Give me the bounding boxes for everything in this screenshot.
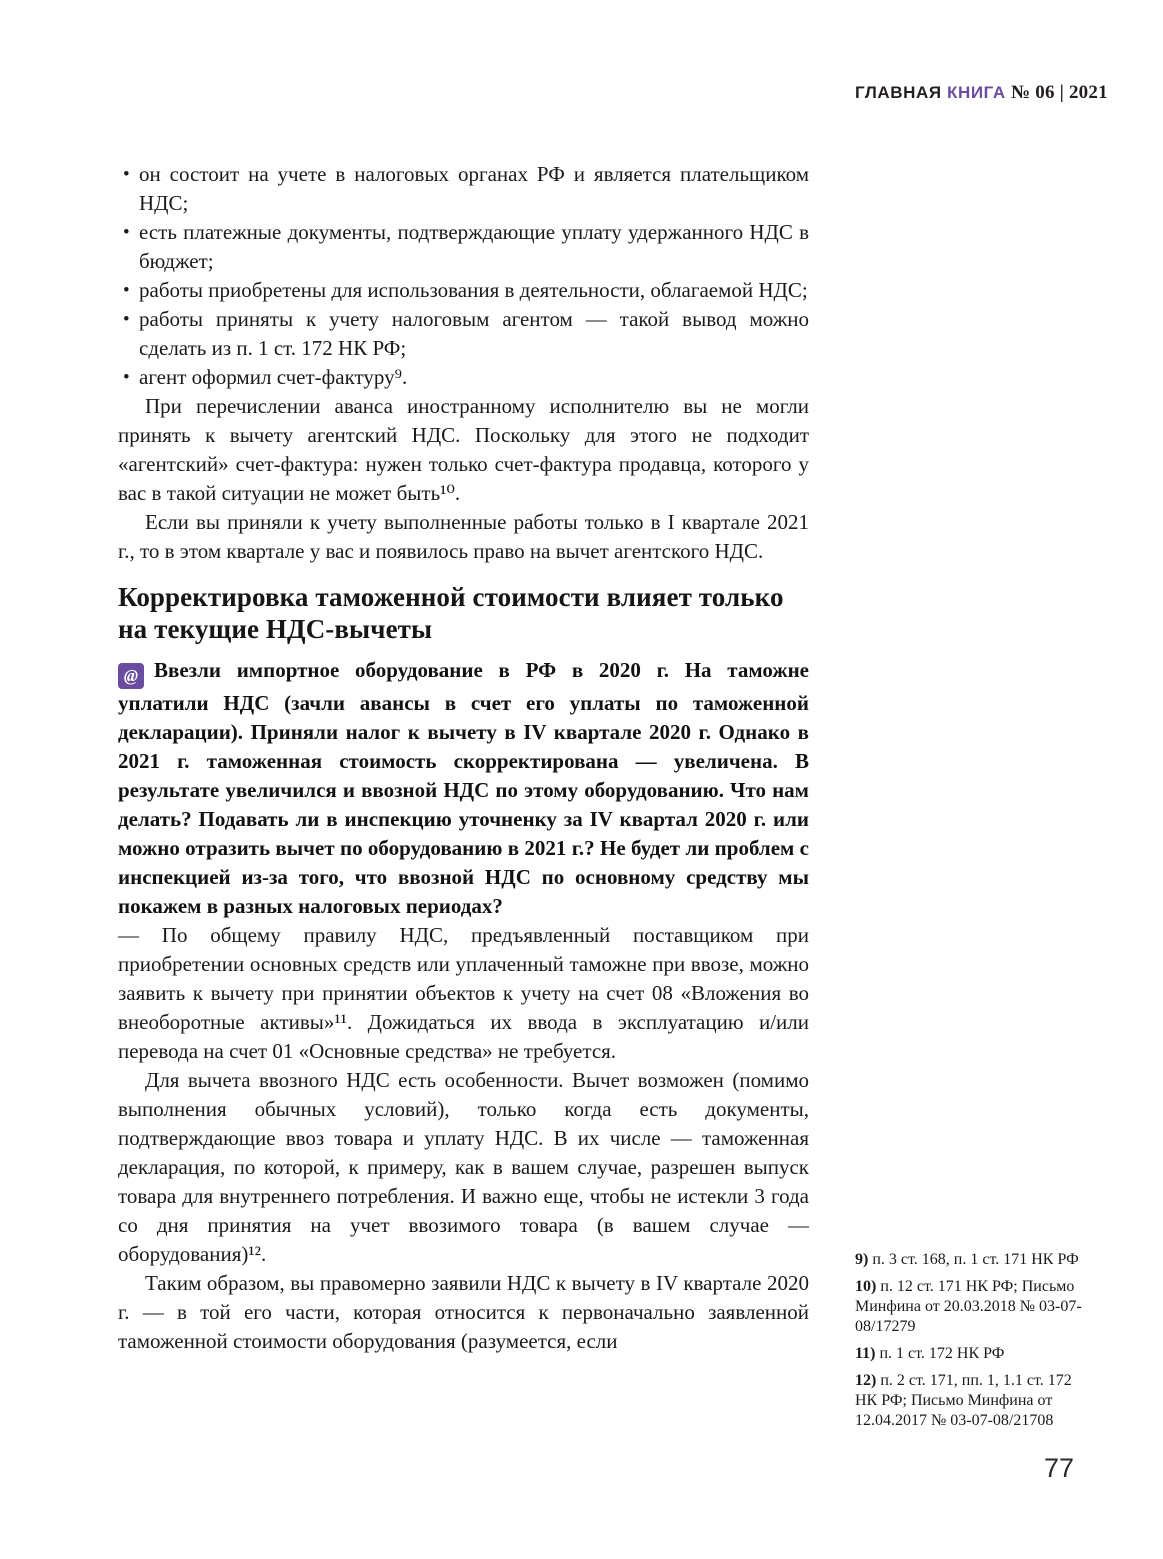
article-body — [118, 160, 809, 1356]
footnote-number: 9) — [855, 1251, 869, 1268]
footnote-item — [855, 1371, 1091, 1431]
footnote-item — [855, 1277, 1091, 1337]
section-heading: Корректировка таможенной стоимости влияет только на текущие НДС-вычеты — [118, 582, 784, 644]
paragraph-answer-general-rule: — По общему правилу НДС, предъявленный поставщиком при приобретении основных средств или уплаченный таможне при ввозе, можно заявить к вычету при принятии объектов к учету на счет 08 «Вложения во внеоборотные активы»¹¹. Дожидаться их ввода в эксплуатацию и/или перевода на счет 01 «Основные средства» не требуется. — [118, 923, 809, 1063]
bullet-item: • есть платежные документы, подтверждающие уплату удержанного НДС в бюджет; — [118, 218, 809, 276]
paragraph-advance-vat: При перечислении аванса иностранному исполнителю вы не могли принять к вычету агентский НДС. Поскольку для этого не подходит «агентский» счет-фактура: нужен только счет-фактура продавца, которого у вас в такой ситуации не может быть¹⁰. — [118, 394, 809, 505]
footnote-text: п. 1 ст. 172 НК РФ — [879, 1345, 1005, 1362]
footnote-number: 12) — [855, 1372, 877, 1389]
footnote-text: п. 12 ст. 171 НК РФ; Письмо Минфина от 20.03.2018 № 03-07-08/17279 — [855, 1278, 1082, 1335]
bullet-item: • агент оформил счет-фактуру⁹. — [118, 363, 809, 392]
bullet-item: • работы приобретены для использования в деятельности, облагаемой НДС; — [118, 276, 809, 305]
reader-question-text: Ввезли импортное оборудование в РФ в 2020 г. На таможне уплатили НДС (зачли авансы в счет его уплаты по таможенной декларации). Приняли налог к вычету в IV квартале 2020 г. Однако в 2021 г. таможенная стоимость скорректирована — увеличена. В результате увеличился и ввозной НДС по этому оборудованию. Что нам делать? Подавать ли в инспекцию уточненку за IV квартал 2020 г. или можно отразить вычет по оборудованию в 2021 г.? Не будет ли проблем с инспекцией из-за того, что ввозной НДС по основному средству мы покажем в разных налоговых периодах? — [118, 658, 809, 918]
footnote-item — [855, 1250, 1091, 1270]
reader-question — [118, 656, 809, 921]
footnote-number: 10) — [855, 1278, 877, 1295]
bullet-item: • он состоит на учете в налоговых органах РФ и является плательщиком НДС; — [118, 160, 809, 218]
footnotes — [855, 1250, 1091, 1438]
paragraph-q1-2021: Если вы приняли к учету выполненные работы только в I квартале 2021 г., то в этом квартале у вас и появилось право на вычет агентского НДС. — [118, 510, 809, 563]
issue-number: № 06 | 2021 — [1011, 82, 1108, 103]
paragraph-answer-import-vat: Для вычета ввозного НДС есть особенности. Вычет возможен (помимо выполнения обычных условий), только когда есть документы, подтверждающие ввоз товара и уплату НДС. В их числе — таможенная декларация, по которой, к примеру, как в вашем случае, разрешен выпуск товара для внутреннего потребления. И важно еще, чтобы не истекли 3 года со дня принятия на учет ввозимого товара (в вашем случае — оборудования)¹². — [118, 1068, 809, 1266]
at-icon: @ — [118, 663, 144, 689]
journal-title-purple: КНИГА — [947, 83, 1006, 102]
footnote-text: п. 3 ст. 168, п. 1 ст. 171 НК РФ — [872, 1251, 1079, 1268]
footnote-item — [855, 1344, 1091, 1364]
paragraph-answer-conclusion: Таким образом, вы правомерно заявили НДС к вычету в IV квартале 2020 г. — в той его части, которая относится к первоначально заявленной таможенной стоимости оборудования (разумеется, если — [118, 1271, 809, 1353]
bullet-list — [118, 160, 809, 392]
footnote-text: п. 2 ст. 171, пп. 1, 1.1 ст. 172 НК РФ; Письмо Минфина от 12.04.2017 № 03-07-08/21708 — [855, 1372, 1072, 1429]
bullet-item: • работы приняты к учету налоговым агентом — такой вывод можно сделать из п. 1 ст. 172 НК РФ; — [118, 305, 809, 363]
footnote-number: 11) — [855, 1345, 876, 1362]
journal-header — [855, 82, 1108, 104]
page-number: 77 — [1044, 1453, 1075, 1483]
journal-title-black: ГЛАВНАЯ — [855, 83, 942, 102]
